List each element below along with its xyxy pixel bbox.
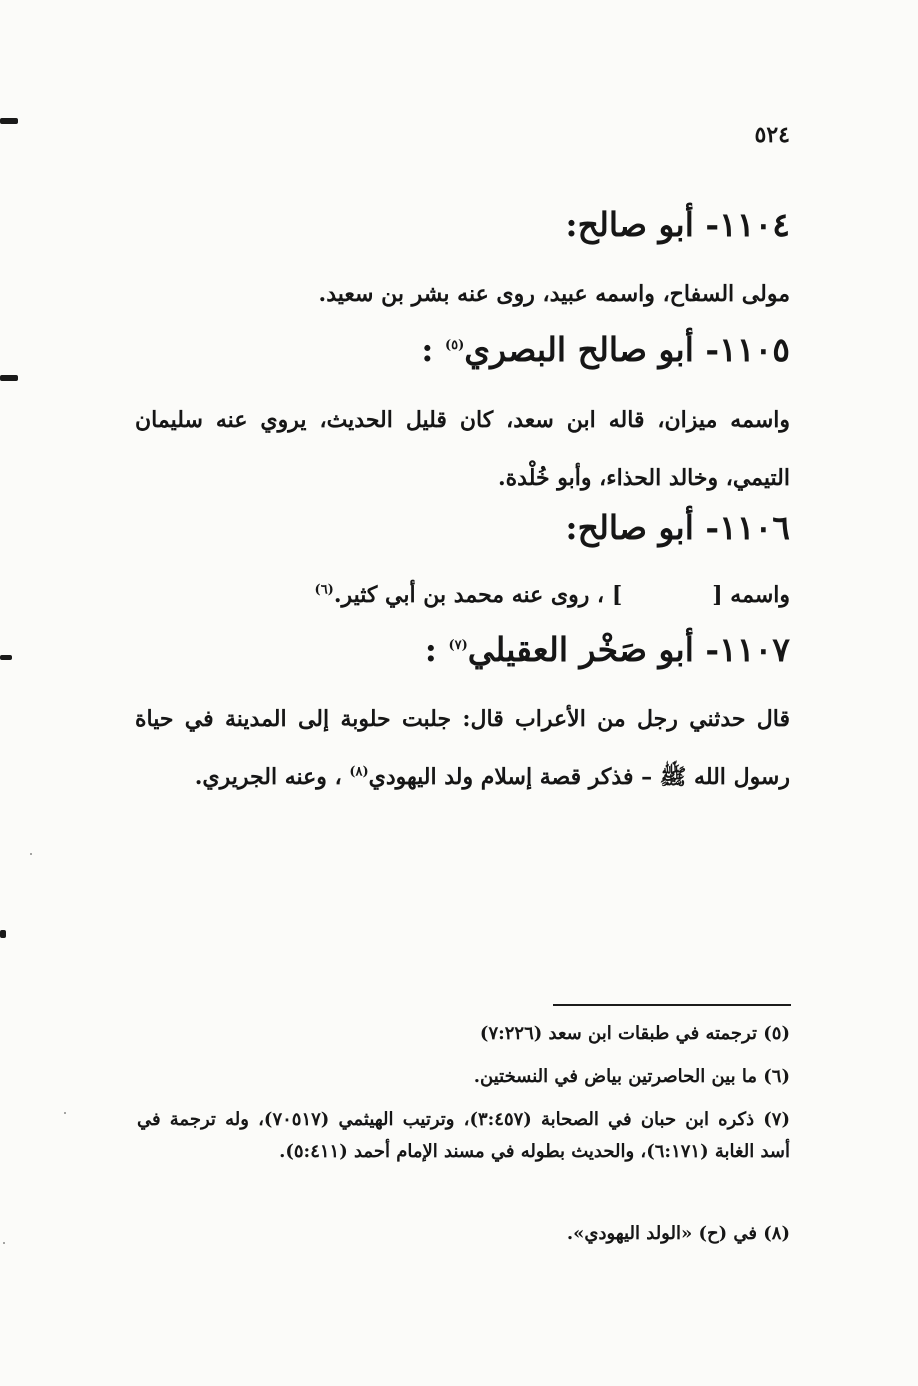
page-number: ٥٢٤ (754, 122, 790, 148)
footnote-8: (٨) في (ح) «الولد اليهودي». (566, 1223, 790, 1244)
footnote-5: (٥) ترجمته في طبقات ابن سعد (٧:٢٢٦) (479, 1023, 790, 1044)
scan-edge-mark (0, 118, 18, 124)
entry-body-1104: مولى السفاح، واسمه عبيد، روى عنه بشر بن سعيد. (318, 281, 790, 307)
entry-heading-1105 (421, 330, 790, 370)
entry-heading-1104 (565, 205, 790, 245)
footnote-ref: (٨) (349, 764, 369, 780)
body-text-start: قال حدثني رجل من الأعراب قال: جلبت حلوبة إلى المدينة في حياة رسول الله ﷺ – فذكر قصة إسلام ولد اليهودي (135, 706, 790, 790)
footnote-ref: (٧) (448, 638, 468, 653)
entry-body-1106 (315, 566, 790, 624)
footnote-separator (553, 1004, 791, 1006)
heading-colon: : (424, 630, 449, 669)
scan-edge-mark (0, 655, 12, 660)
entry-body-1107 (135, 690, 790, 806)
entry-heading-1107 (425, 630, 790, 670)
entry-heading-1106 (565, 508, 790, 548)
body-text-end: ] ، روى عنه محمد بن أبي كثير. (333, 582, 623, 608)
scan-speck (64, 1112, 66, 1114)
scan-speck (30, 853, 32, 855)
body-text-end: ، وعنه الجريري. (194, 764, 350, 790)
body-text-start: واسمه [ (712, 582, 790, 608)
entry-heading-text: ١١٠٥- أبو صالح البصري (464, 330, 790, 369)
scan-edge-mark (0, 930, 6, 938)
footnote-ref: (٦) (314, 582, 334, 598)
entry-heading-text: ١١٠٤- أبو صالح: (565, 205, 790, 244)
scan-edge-mark (0, 375, 18, 381)
entry-heading-text: ١١٠٦- أبو صالح: (565, 508, 790, 547)
entry-heading-text: ١١٠٧- أبو صَخْر العقيلي (467, 630, 790, 669)
footnote-6: (٦) ما بين الحاصرتين بياض في النسختين. (473, 1066, 790, 1087)
entry-body-1105: واسمه ميزان، قاله ابن سعد، كان قليل الحديث، يروي عنه سليمان التيمي، وخالد الحذاء، وأبو خُلْدة. (135, 407, 790, 491)
footnote-ref: (٥) (444, 338, 465, 353)
footnote-7: (٧) ذكره ابن حبان في الصحابة (٣:٤٥٧)، وترتيب الهيثمي (٧٠٥١٧)، وله ترجمة في أسد الغابة (٦:١٧١)، والحديث بطوله في مسند الإمام أحمد (٥:٤١١). (137, 1109, 790, 1162)
scan-speck (3, 1242, 5, 1244)
heading-colon: : (421, 330, 445, 369)
